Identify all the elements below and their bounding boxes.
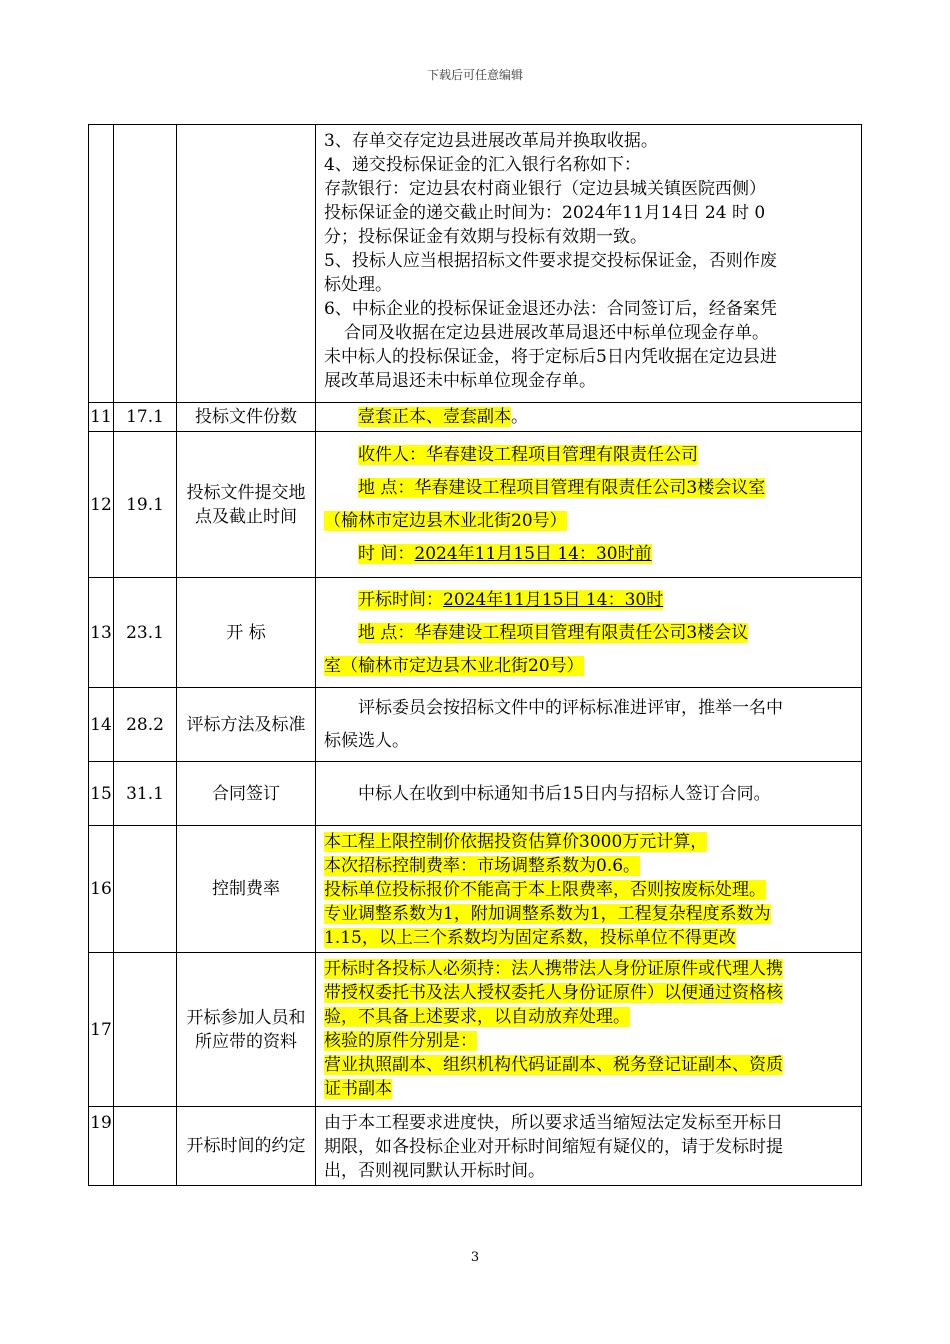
- highlighted-text: 开标时间：: [358, 589, 443, 610]
- content-line: 由于本工程要求进度快，所以要求适当缩短法定发标至开标日: [324, 1113, 783, 1133]
- clause-number: 17.1: [114, 403, 177, 432]
- item-name: 开标时间的约定: [177, 1107, 316, 1186]
- clause-number: 31.1: [114, 762, 177, 826]
- table-row: [89, 125, 862, 403]
- content-line: 未中标人的投标保证金，将于定标后5日内凭收据在定边县进: [324, 347, 777, 367]
- content-text: 。: [511, 407, 528, 427]
- highlighted-text: 营业执照副本、组织机构代码证副本、税务登记证副本、资质: [324, 1055, 783, 1075]
- highlighted-text: 带授权委托书及法人授权委托人身份证原件）以便通过资格核: [324, 983, 783, 1003]
- table-row: [89, 826, 862, 953]
- content-line: 合同及收据在定边县进展改革局退还中标单位现金存单。: [344, 323, 769, 343]
- item-content: [316, 403, 862, 432]
- table-row: [89, 762, 862, 826]
- table-row: [89, 688, 862, 762]
- table-row: [89, 578, 862, 688]
- content-line: 投标保证金的递交截止时间为：2024年11月14日 24 时 0: [324, 203, 766, 223]
- item-name: 合同签订: [177, 762, 316, 826]
- item-name: 开标参加人员和所应带的资料: [177, 953, 316, 1107]
- highlighted-text: 地 点：华春建设工程项目管理有限责任公司3楼会议室: [358, 478, 766, 498]
- highlighted-text: 专业调整系数为1，附加调整系数为1，工程复杂程度系数为: [324, 904, 771, 924]
- content-line: 评标委员会按招标文件中的评标标准进评审，推举一名中: [358, 698, 783, 718]
- item-content: [316, 688, 862, 762]
- item-content: [316, 432, 862, 578]
- highlighted-text: （榆林市定边县木业北街20号）: [324, 511, 567, 531]
- clause-number: 28.2: [114, 688, 177, 762]
- table-row: [89, 403, 862, 432]
- row-number: 19: [89, 1107, 114, 1186]
- content-line: 5、投标人应当根据招标文件要求提交投标保证金，否则作废: [324, 251, 777, 271]
- item-name: 开 标: [177, 578, 316, 688]
- content-line: 期限，如各投标企业对开标时间缩短有疑仪的，请于发标时提: [324, 1137, 783, 1157]
- highlighted-text: 2024年11月15日 14：30时前: [414, 544, 652, 564]
- table-row: [89, 1107, 862, 1186]
- clause-number: [114, 1107, 177, 1186]
- highlighted-text: 1.15，以上三个系数均为固定系数，投标单位不得更改: [324, 928, 736, 948]
- row-number: 14: [89, 688, 114, 762]
- item-content: [316, 826, 862, 953]
- highlighted-text: 时 间：: [358, 544, 415, 564]
- highlighted-text: 地 点：华春建设工程项目管理有限责任公司3楼会议: [358, 622, 749, 643]
- item-name: 投标文件提交地点及截止时间: [177, 432, 316, 578]
- item-content: [316, 953, 862, 1107]
- clause-number: [114, 953, 177, 1107]
- row-number: 15: [89, 762, 114, 826]
- highlighted-text: 壹套正本、壹套副本: [358, 407, 511, 427]
- content-line: 标候选人。: [324, 731, 409, 751]
- item-name: [177, 125, 316, 403]
- highlighted-text: 本工程上限控制价依据投资估算价3000万元计算，: [324, 832, 708, 852]
- clause-number: [114, 125, 177, 403]
- highlighted-text: 室（榆林市定边县木业北街20号）: [324, 655, 584, 676]
- table-row: [89, 432, 862, 578]
- item-content: [316, 578, 862, 688]
- content-line: 出，否则视同默认开标时间。: [324, 1161, 545, 1181]
- item-name: 评标方法及标准: [177, 688, 316, 762]
- highlighted-text: 收件人：华春建设工程项目管理有限责任公司: [358, 445, 698, 465]
- highlighted-text: 验，不具备上述要求，以自动放弃处理。: [324, 1007, 630, 1027]
- highlighted-text: 开标时各投标人必须持：法人携带法人身份证原件或代理人携: [324, 959, 783, 979]
- content-line: 展改革局退还未中标单位现金存单。: [324, 371, 596, 391]
- highlighted-text: 本次招标控制费率：市场调整系数为0.6。: [324, 856, 641, 876]
- highlighted-text: 2024年11月15日 14：30时: [443, 589, 664, 610]
- highlighted-text: 核验的原件分别是：: [324, 1031, 477, 1051]
- row-number: 11: [89, 403, 114, 432]
- table-row: [89, 953, 862, 1107]
- page-number: 3: [470, 1250, 480, 1265]
- item-content: [316, 1107, 862, 1186]
- item-name: 控制费率: [177, 826, 316, 953]
- item-name: 投标文件份数: [177, 403, 316, 432]
- item-content: [316, 762, 862, 826]
- item-content: [316, 125, 862, 403]
- row-number: 17: [89, 953, 114, 1107]
- content-line: 6、中标企业的投标保证金退还办法：合同签订后，经备案凭: [324, 299, 777, 319]
- clause-number: 19.1: [114, 432, 177, 578]
- row-number: [89, 125, 114, 403]
- highlighted-text: 证书副本: [324, 1079, 392, 1099]
- content-line: 中标人在收到中标通知书后15日内与招标人签订合同。: [358, 783, 771, 804]
- content-line: 标处理。: [324, 275, 392, 295]
- row-number: 16: [89, 826, 114, 953]
- row-number: 12: [89, 432, 114, 578]
- content-line: 4、递交投标保证金的汇入银行名称如下：: [324, 155, 641, 175]
- content-line: 存款银行：定边县农村商业银行（定边县城关镇医院西侧）: [324, 179, 766, 199]
- clause-number: 23.1: [114, 578, 177, 688]
- highlighted-text: 投标单位投标报价不能高于本上限费率，否则按废标处理。: [324, 880, 766, 900]
- row-number: 13: [89, 578, 114, 688]
- clause-number: [114, 826, 177, 953]
- content-line: 3、存单交存定边县进展改革局并换取收据。: [324, 131, 658, 151]
- tender-info-table: [88, 124, 862, 1186]
- page-header: 下载后可任意编辑: [426, 68, 523, 82]
- content-line: 分；投标保证金有效期与投标有效期一致。: [324, 227, 647, 247]
